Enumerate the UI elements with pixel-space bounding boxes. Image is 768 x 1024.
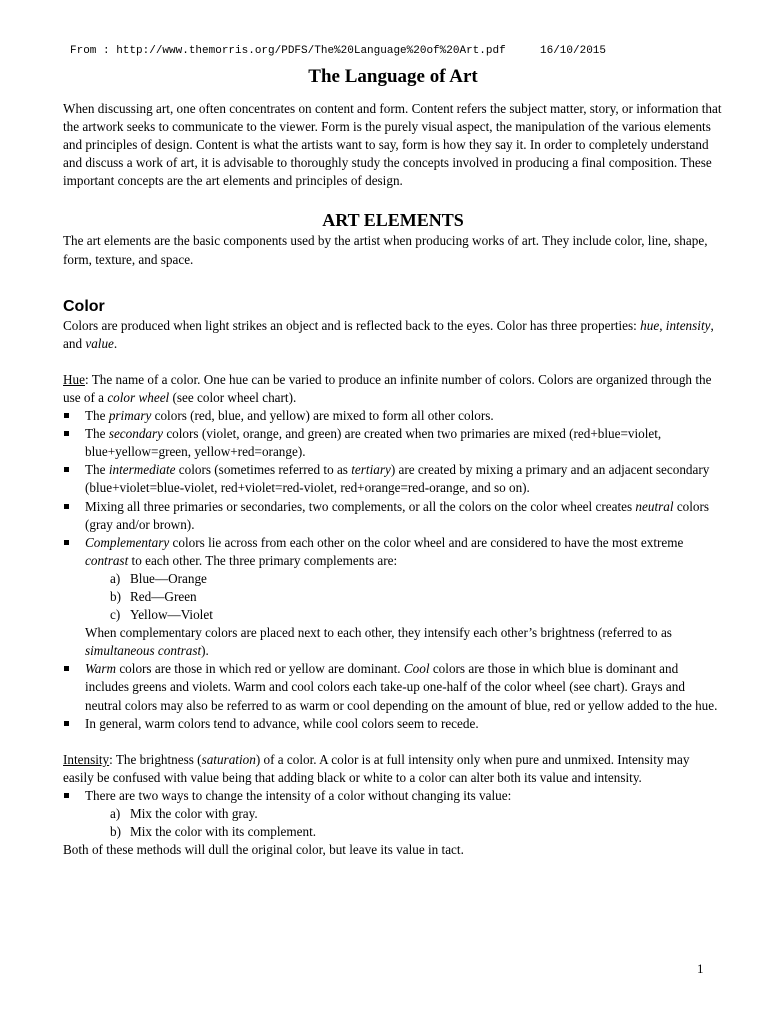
term-tertiary: tertiary <box>351 462 391 478</box>
text-run: colors lie across from each other on the color wheel and are considered to have the most extreme <box>169 534 684 550</box>
list-marker: b) <box>110 824 121 840</box>
intensity-bullet-list <box>63 787 723 841</box>
text-run: : The name of a color. One hue can be varied to produce an infinite number of colors. Colors are organized through the use of a <box>63 371 712 405</box>
term-cool: Cool <box>403 661 430 677</box>
bullet-item-intermediate <box>63 461 723 497</box>
text-run: colors are those in which blue is dominant and includes greens and violets. Warm and cool colors each take-up one-half of the color wheel (see chart). Grays and neutral colors may also be referred to as warm or cool depending on the amount of blue, red or yellow added to the hue. <box>85 661 718 713</box>
text-run: colors (sometimes referred to as <box>175 462 352 478</box>
intensity-paragraph <box>63 751 723 787</box>
text-run: ) are created by mixing a primary and an adjacent secondary (blue+violet=blue-violet, red+violet=red-violet, red+orange=red-orange, and so on). <box>85 462 710 496</box>
text-run: colors (gray and/or brown). <box>85 498 710 532</box>
list-marker: a) <box>110 806 121 821</box>
list-marker: c) <box>110 607 121 623</box>
list-item-text: Mix the color with its complement. <box>130 824 317 840</box>
document-title: The Language of Art <box>308 66 478 87</box>
list-item-text: Mix the color with gray. <box>130 806 258 821</box>
term-neutral: neutral <box>635 498 674 514</box>
complements-list <box>85 570 723 624</box>
complementary-followup <box>85 624 723 660</box>
term-hue: hue <box>640 317 660 333</box>
term-primary: primary <box>108 408 152 424</box>
text-run: colors (violet, orange, and green) are created when two primaries are mixed (red+blue=violet, blue+yellow=green, yellow+red=orange). <box>85 426 662 460</box>
bullet-item-primary <box>63 407 723 425</box>
intensity-label: Intensity <box>63 751 110 767</box>
hue-paragraph <box>63 371 723 407</box>
text-run: to each other. The three primary complements are: <box>128 552 398 568</box>
term-color-wheel: color wheel <box>107 389 170 405</box>
term-intensity: intensity <box>665 317 711 333</box>
list-marker: b) <box>110 588 121 604</box>
section-heading-art-elements: ART ELEMENTS <box>322 210 464 231</box>
color-intro-paragraph <box>63 317 723 353</box>
text-run: When complementary colors are placed next to each other, they intensify each other’s brightness (referred to as <box>85 625 672 641</box>
bullet-item-secondary <box>63 425 723 461</box>
bullet-item-neutral <box>63 498 723 534</box>
hue-bullet-list <box>63 407 723 733</box>
text-run: colors (red, blue, and yellow) are mixed to form all other colors. <box>151 408 494 424</box>
bullet-item-complementary <box>63 534 723 661</box>
intro-paragraph: When discussing art, one often concentrates on content and form. Content refers the subject matter, story, or information that the artwork seeks to communicate to the viewer. Form is the purely visual aspect, the manipulation of the various elements and principles of design. Content is what the artists want to say, form is how they say it. In order to completely understand and discuss a work of art, it is advisable to thoroughly study the concepts involved in producing a final composition. These important concepts are the art elements and principles of design. <box>63 101 722 189</box>
hue-label: Hue <box>63 371 85 387</box>
text-run: Colors are produced when light strikes an object and is reflected back to the eyes. Color has three properties: <box>63 317 641 333</box>
term-intermediate: intermediate <box>108 462 176 478</box>
list-item <box>110 823 723 841</box>
list-marker: a) <box>110 570 121 586</box>
list-item <box>110 588 723 606</box>
text-run: The <box>85 426 109 442</box>
text-run: ) of a color. A color is at full intensity only when pure and unmixed. Intensity may easily be confused with value being that adding black or white to a color can alter both its value and intensity. <box>63 751 690 785</box>
text-run: , <box>659 317 666 333</box>
text-run: (see color wheel chart). <box>169 389 297 405</box>
text-run: colors are those in which red or yellow are dominant. <box>116 661 404 677</box>
text-run: , and <box>63 317 714 351</box>
bullet-item-intensity-ways <box>63 787 723 841</box>
list-item <box>110 606 723 624</box>
document-page <box>63 64 723 859</box>
text-run: . <box>113 335 118 351</box>
subheading-color: Color <box>63 297 105 315</box>
text-run: : The brightness ( <box>109 751 202 767</box>
term-contrast: contrast <box>85 552 129 568</box>
list-item <box>110 805 723 823</box>
bullet-item-warm-cool <box>63 660 723 714</box>
text-run: The <box>85 462 109 478</box>
term-simultaneous-contrast: simultaneous contrast <box>85 643 202 659</box>
source-url: From : http://www.themorris.org/PDFS/The%20Language%20of%20Art.pdf <box>70 45 506 57</box>
list-item <box>110 570 723 588</box>
text-run: There are two ways to change the intensity of a color without changing its value: <box>85 787 512 803</box>
bullet-item-advance-recede: In general, warm colors tend to advance, while cool colors seem to recede. <box>63 715 723 733</box>
term-saturation: saturation <box>201 751 256 767</box>
term-warm: Warm <box>85 661 117 677</box>
source-header <box>70 43 690 59</box>
term-complementary: Complementary <box>85 534 170 550</box>
list-item-text: Yellow—Violet <box>130 607 213 623</box>
list-item-text: Red—Green <box>130 588 197 604</box>
text-run: Mixing all three primaries or secondaries, two complements, or all the colors on the color wheel creates <box>85 498 636 514</box>
list-item-text: Blue—Orange <box>130 570 207 586</box>
page-number: 1 <box>697 961 704 976</box>
term-value: value <box>85 335 114 351</box>
intensity-ways-list <box>85 805 723 841</box>
art-elements-paragraph: The art elements are the basic components used by the artist when producing works of art. They include color, line, shape, form, texture, and space. <box>63 233 708 267</box>
source-date: 16/10/2015 <box>540 45 607 57</box>
intensity-closing-paragraph: Both of these methods will dull the original color, but leave its value in tact. <box>63 842 464 858</box>
text-run: ). <box>201 643 209 659</box>
text-run: The <box>85 408 109 424</box>
term-secondary: secondary <box>108 426 164 442</box>
